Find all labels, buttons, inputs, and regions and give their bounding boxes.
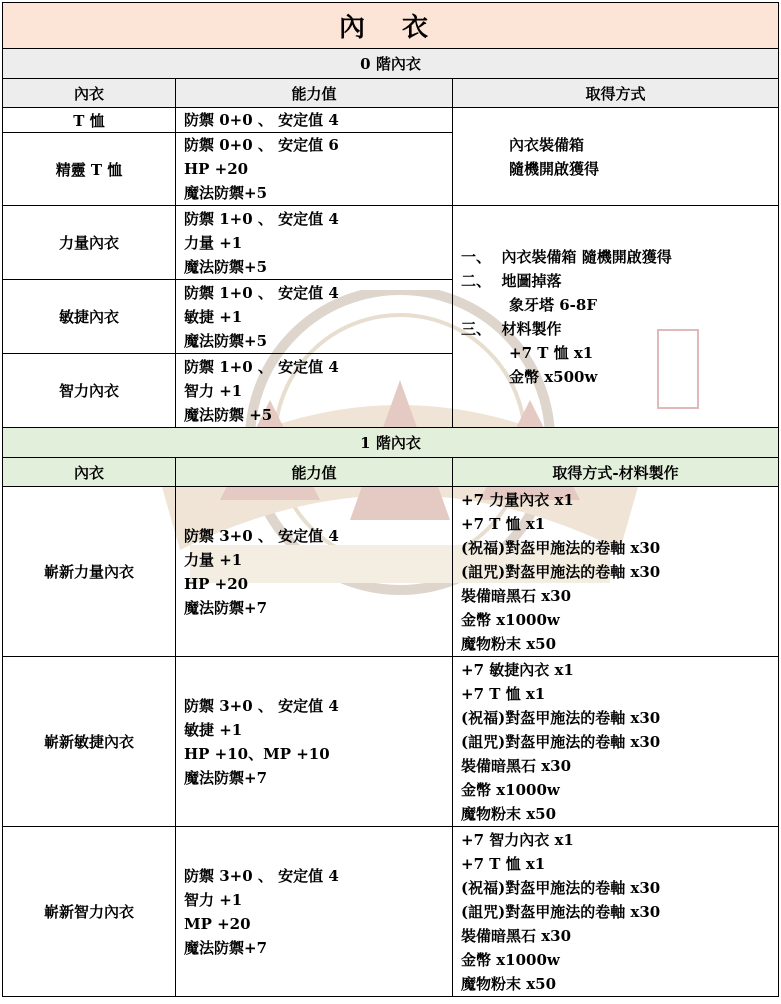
stat-line: HP +10、MP +10 (184, 744, 330, 763)
source-text: 內衣裝備箱 隨機開啟獲得 (501, 247, 672, 266)
page-title: 內 衣 (3, 3, 779, 49)
source-line: 內衣裝備箱 (509, 135, 585, 154)
stat-line: 智力 +1 (184, 381, 243, 400)
tier0-row-stats (176, 280, 453, 354)
stat-line: 防禦 0+0 、 安定值 4 (184, 111, 339, 129)
stat-line: HP +20 (184, 160, 249, 178)
tier0-row-stats (176, 133, 453, 206)
source-line (461, 269, 778, 293)
tier1-header-source: 取得方式-材料製作 (453, 458, 779, 487)
tier1-row-materials (453, 657, 779, 827)
material-line: +7 力量內衣 x1 (461, 490, 574, 509)
tier0-row-name: 精靈 T 恤 (3, 133, 176, 206)
stat-line: 敏捷 +1 (184, 307, 243, 326)
tier0-heading: 0 階內衣 (3, 49, 779, 79)
source-line: 象牙塔 6-8F (509, 295, 597, 314)
source-line: +7 T 恤 x1 (509, 343, 594, 362)
material-line: +7 T 恤 x1 (461, 854, 546, 873)
material-line: (祝福)對盔甲施法的卷軸 x30 (461, 878, 661, 897)
material-line: 金幣 x1000w (461, 780, 560, 799)
tier0-source-list (453, 206, 779, 428)
material-line: (詛咒)對盔甲施法的卷軸 x30 (461, 732, 661, 751)
source-line: 隨機開啟獲得 (509, 159, 600, 178)
material-line: 魔物粉末 x50 (461, 634, 557, 653)
stat-line: 魔法防禦+5 (184, 184, 268, 202)
source-line (461, 317, 778, 341)
tier1-header-name: 內衣 (3, 458, 176, 487)
tier0-row-name: 敏捷內衣 (3, 280, 176, 354)
tier1-row-materials (453, 487, 779, 657)
stat-line: 防禦 3+0 、 安定值 4 (184, 526, 339, 545)
material-line: (詛咒)對盔甲施法的卷軸 x30 (461, 562, 661, 581)
tier1-row-materials (453, 827, 779, 997)
stat-line: 防禦 1+0 、 安定值 4 (184, 357, 339, 376)
list-number: 一、 (461, 247, 492, 266)
tier0-header-stats: 能力值 (176, 79, 453, 108)
material-line: 金幣 x1000w (461, 610, 560, 629)
stat-line: 防禦 3+0 、 安定值 4 (184, 866, 339, 885)
tier0-source-box (453, 108, 779, 206)
source-line (461, 245, 778, 269)
tier0-row-stats (176, 206, 453, 280)
stat-line: MP +20 (184, 914, 251, 933)
stat-line: 魔法防禦 +5 (184, 405, 273, 424)
stat-line: 力量 +1 (184, 233, 243, 252)
tier1-heading: 1 階內衣 (3, 428, 779, 458)
material-line: +7 T 恤 x1 (461, 514, 546, 533)
stat-line: HP +20 (184, 574, 249, 593)
material-line: 魔物粉末 x50 (461, 804, 557, 823)
tier1-row-name: 嶄新敏捷內衣 (3, 657, 176, 827)
stat-line: 魔法防禦+5 (184, 257, 268, 276)
stat-line: 力量 +1 (184, 550, 243, 569)
tier0-row-name: T 恤 (3, 108, 176, 133)
stat-line: 防禦 1+0 、 安定值 4 (184, 209, 339, 228)
stat-line: 防禦 0+0 、 安定值 6 (184, 136, 339, 154)
material-line: 裝備暗黑石 x30 (461, 926, 572, 945)
list-number: 二、 (461, 271, 492, 290)
material-line: (詛咒)對盔甲施法的卷軸 x30 (461, 902, 661, 921)
material-line: 金幣 x1000w (461, 950, 560, 969)
material-line: 魔物粉末 x50 (461, 974, 557, 993)
source-line: 金幣 x500w (509, 367, 598, 386)
list-number: 三、 (461, 319, 492, 338)
material-line: 裝備暗黑石 x30 (461, 756, 572, 775)
tier0-row-stats (176, 108, 453, 133)
underwear-table (2, 2, 779, 997)
material-line: (祝福)對盔甲施法的卷軸 x30 (461, 708, 661, 727)
material-line: 裝備暗黑石 x30 (461, 586, 572, 605)
tier1-row-name: 嶄新智力內衣 (3, 827, 176, 997)
stat-line: 敏捷 +1 (184, 720, 243, 739)
tier1-row-name: 嶄新力量內衣 (3, 487, 176, 657)
tier0-header-name: 內衣 (3, 79, 176, 108)
source-text: 材料製作 (501, 319, 562, 338)
material-line: +7 敏捷內衣 x1 (461, 660, 574, 679)
stat-line: 魔法防禦+7 (184, 938, 268, 957)
material-line: +7 智力內衣 x1 (461, 830, 574, 849)
tier0-row-stats (176, 354, 453, 428)
tier0-row-name: 力量內衣 (3, 206, 176, 280)
stat-line: 魔法防禦+7 (184, 768, 268, 787)
source-text: 地圖掉落 (501, 271, 562, 290)
stat-line: 魔法防禦+7 (184, 598, 268, 617)
material-line: (祝福)對盔甲施法的卷軸 x30 (461, 538, 661, 557)
material-line: +7 T 恤 x1 (461, 684, 546, 703)
tier0-row-name: 智力內衣 (3, 354, 176, 428)
stat-line: 防禦 1+0 、 安定值 4 (184, 283, 339, 302)
stat-line: 防禦 3+0 、 安定值 4 (184, 696, 339, 715)
tier1-row-stats (176, 657, 453, 827)
tier1-row-stats (176, 827, 453, 997)
stat-line: 智力 +1 (184, 890, 243, 909)
tier1-row-stats (176, 487, 453, 657)
stat-line: 魔法防禦+5 (184, 331, 268, 350)
tier0-header-source: 取得方式 (453, 79, 779, 108)
tier1-header-stats: 能力值 (176, 458, 453, 487)
